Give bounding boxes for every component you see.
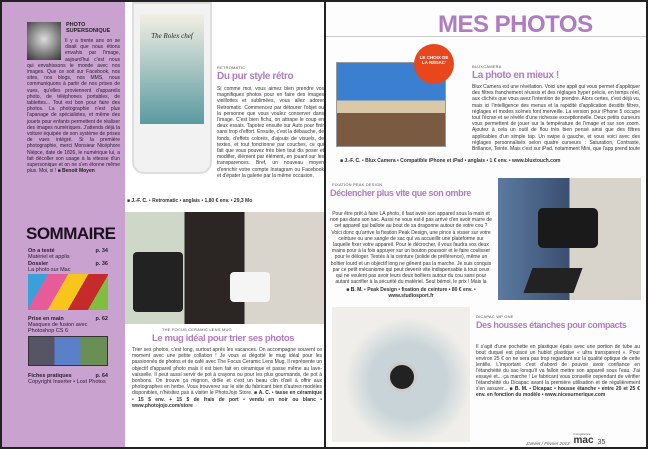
dicapac-body: Il s'agit d'une pochette en plastique épais avec une portion de tube au bout duquel est placé un hublot plastique « ultra transparent ». Pour environ 25 € on ne sera pas trop regardant sur la qualité optique de cette lentille. L'important c'est d'abord de pouvoir avoir confiance en l'étanchéité du sac lorsqu'il va falloir mettre son appareil sous l'eau. J'ai essayé et... ça marche ! Le fabricant vous conseille cependant de vérifier l'étanchéité du Dicapac avant la première utilisation et de régulièrement s'en assurer... ■ B. M. • Dicapac • housse étanche • entre 20 et 25 € env. en fonction du modèle • www.nicesurnerique.com [476, 344, 640, 398]
photoshop-masks-image [28, 336, 108, 366]
retromatic-title: Du pur style rétro [217, 71, 294, 82]
dossier-collage-image [28, 274, 108, 310]
camera-icon [538, 208, 598, 248]
phone-screen [140, 14, 204, 124]
clip-plate-icon [523, 268, 582, 293]
cup-icon [230, 272, 270, 302]
dicapac-photo [332, 307, 470, 442]
mug-kicker: THE FOCUS CERAMIC LENS MUG [162, 327, 232, 332]
footer-date: Janvier / Février 2013 [526, 441, 570, 446]
dicapac-kicker: DICAPAC WP ONE [476, 314, 514, 319]
page-number: 35 [597, 439, 606, 446]
lens-mug-icon [133, 252, 183, 312]
phone-caption: The Rolex chef [151, 32, 193, 40]
sommaire-item-fiches-pratiques[interactable]: Fiches pratiques p. 64 Copyright Inserter • Lost Photos [28, 373, 108, 385]
sommaire-item-prise-en-main[interactable]: Prise en main p. 62 Masques de fusion avec Photoshop CS 6 [28, 316, 108, 334]
dicapac-title: Des housses étanches pour compacts [476, 320, 627, 330]
section-title: MES PHOTOS [438, 11, 593, 38]
choix-redac-badge [414, 44, 454, 84]
sommaire-item-on-a-teste[interactable]: On a testé p. 34 Matériel et applis [28, 248, 108, 260]
footer-brand-logo: Compétence mac [573, 432, 594, 446]
editorial-author: Benoit Moyen [62, 168, 95, 175]
retromatic-kicker: RETROMATIC [217, 65, 246, 70]
blux-kicker: BLUXCAMERA [472, 64, 502, 69]
editorial-body: Il y a trente ans on se disait que nous étions envahis par l'image, aujourd'hui c'est nous qui envahissons le monde avec nos images. Que ce soit sur Facebook, nos sites, nos blogs, nos MMS, nous communiquons à partir de nos prises de vues, qu'elles proviennent d'appareils photo, de téléphones portables, de tablettes... Tout est bon pour faire des photos. La photographie n'est plus l'apanage de spécialistes, et même des jouets pour enfants permettent de réaliser des images numériques. J'attends déjà la voiture équipée de son système de prises de vues intégré. Si la première photographie, merci Monsieur Nicéphore Niépce, date de 1826, le numérique lui, a fait décoller son usage à la vitesse d'un supersonique et on ne s'en étonne même plus. Moi, si ! ■ Benoit Moyen [27, 38, 120, 175]
retromatic-phone-image [132, 2, 212, 174]
editorial-title: PHOTO SUPERSONIQUE [66, 22, 111, 34]
badge-text: LE CHOIX DE LA RÉDAC' [419, 55, 449, 65]
peak-kicker: FIXATION PEAK DESIGN [332, 182, 383, 187]
sommaire-item-dossier[interactable]: Dossier p. 36 La photo sur Mac [28, 261, 108, 273]
footer [526, 433, 605, 446]
peak-specs: ■ B. M. • Peak Design • fixation de ceinture • 80 € env. • www.studiosport.fr [346, 287, 476, 300]
peak-body: Pour être prêt à faire LA photo, il faut avoir son appareil sous la main et non pas dans son sac. Aussi ne vous est-il pas arrivé d'en avoir marre de cet appareil qui ballote au bout de sa dragonne autour de votre cou ? Voici donc qu'arrive la fixation Peak Design, une pince à visser sur votre ceinture ou une sangle de sac qui va accueillir une plateforme sur laquelle fixer votre appareil. Pour le décrocher, il vous faudra vos deux mains pour à la fois appuyer sur un bouton poussoir et le faire coulisser pour le déloger. Testés à la ceinture (solide de préférence), même un boîtier lourd et un objectif long ne gênent pas la marche. Je suis conquis par ce petit mécanisme qui peut devenir vite indispensable à tous ceux qui ne veulent pas avoir leurs deux boîtiers autour du cou sans pour autant sacrifier à la sécurité du matériel. Seul bémol, le prix ! Mais la [330, 211, 492, 285]
lens-icon [387, 362, 417, 392]
blux-specs: ■ J.-F. C. • Blux Camera • Compatible iPhone et iPad • anglais • 1 € env. • www.bluxtouch.com [340, 158, 561, 164]
editorial-text: Il y a trente ans on se disait que nous étions envahis par l'image, aujourd'hui c'est nous qui envahissons le monde avec nos images. Que ce soit sur Facebook, nos sites, nos blogs, nos MMS, nous communiquons à partir de nos prises de vues, qu'elles proviennent d'appareils photo, de téléphones portables, de tablettes... Tout est bon pour faire des photos. La photographie n'est plus l'apanage de spécialistes, et même des jouets pour enfants permettent de réaliser des images numériques. J'attends déjà la voiture équipée de son système de prises de vues intégré. Si la première photographie, merci Monsieur Nicéphore Niépce, date de 1826, le numérique lui, a fait décoller son usage à la vitesse d'un supersonique et on ne s'en étonne même plus. Moi, si ! [27, 38, 120, 175]
blux-title: La photo en mieux ! [472, 70, 559, 81]
photo-spacer [27, 38, 65, 61]
left-page [2, 2, 324, 447]
mug-title: Le mug idéal pour trier ses photos [152, 333, 295, 344]
right-page [326, 2, 646, 447]
retromatic-specs: ■ J.-F. C. • Retromatic • anglais • 1,80 € env. • 29,3 Mo [127, 198, 253, 204]
mug-photo [125, 212, 324, 324]
peak-design-photo [498, 178, 641, 300]
mug-body: Trier ses photos, c'est long, surtout après les vacances. On accompagne souvent ce moment avec une petite collation ! Je vous ai dégotté le mug idéal pour les passionnés de photos et de café avec The Focus Ceramic Lens Mug. Il représente un objectif d'appareil photo mais il est bien fait en céramique et passe même au lave-vaisselle. Il peut aussi servir de pot à crayons ou pour les plus gourmands, de pot à bonbons. On trouve ça mignon, drôle et c'est un beau clin d'œil à offrir aux photographes en herbe. Vous trouverez sur le site du fabricant bien d'autres modèles disponibles, n'hésitez pas à visiter le PhotoJojo Store. ■ A. C. • tasse en céramique • 15 $ env. + 15 $ de frais de port • vendu en noir ou blanc • www.photojojo.com/store [132, 347, 323, 409]
sidebar [2, 2, 125, 447]
retromatic-body: Si comme moi, vous aimez bien prendre vos magnifiques photos pour en faire des images vieillottes et sublimées, vous allez adorer Retromatic. Commencez par détourer l'objet ou la personne que vous voulez conserver dans l'image. C'est bien fichu, on attrape le coup en deux essais. Tapotez ensuite sur Auto pour finir sans trop d'effort. Ensuite, c'est la débauche, de fonds, d'effets colorés, d'ajouts de visuels, de textes, et tout fonctionne par couches, ce qui fait que vous pouvez très bien tout dis poser et modifier, élément par élément, en jouant sur les transparences. Bref, un nouveau moyen d'enrichir votre compte Instagram ou Facebook et d'épater la galerie par la même occasion. [217, 86, 324, 179]
sommaire-title: SOMMAIRE [26, 224, 116, 243]
blux-body: Blux Camera est une révélation. Voici une appli qui vous permet d'appliquer des filtres franchement réussis et des réglages hyper précis, en temps réel, aux clichés que vous avez l'intention de prendre. Alors certes, c'est déjà vu, mais ici l'intelligence des menus et la rapidité d'application desdits filtres, réglages et modes scènes font merveille. La version pour iPhone 5 occupe tout l'écran et se révèle d'une richesse exceptionnelle. Deux petits curseurs vous permettent de jouer sur la température de l'image et sur son zoom. Ajoutez à cela un outil de flou très bien pensé ainsi que des filtres applicables d'un simple tap. Un swipe à gauche, et vous voici avec des réglages personnalisés selon quatre curseurs : Saturation, Contraste, Brillance, Teinte. Mais c'est sur iPad, notamment Mini, que l'app prend toute [472, 84, 640, 152]
peak-title: Déclencher plus vite que son ombre [330, 188, 471, 198]
